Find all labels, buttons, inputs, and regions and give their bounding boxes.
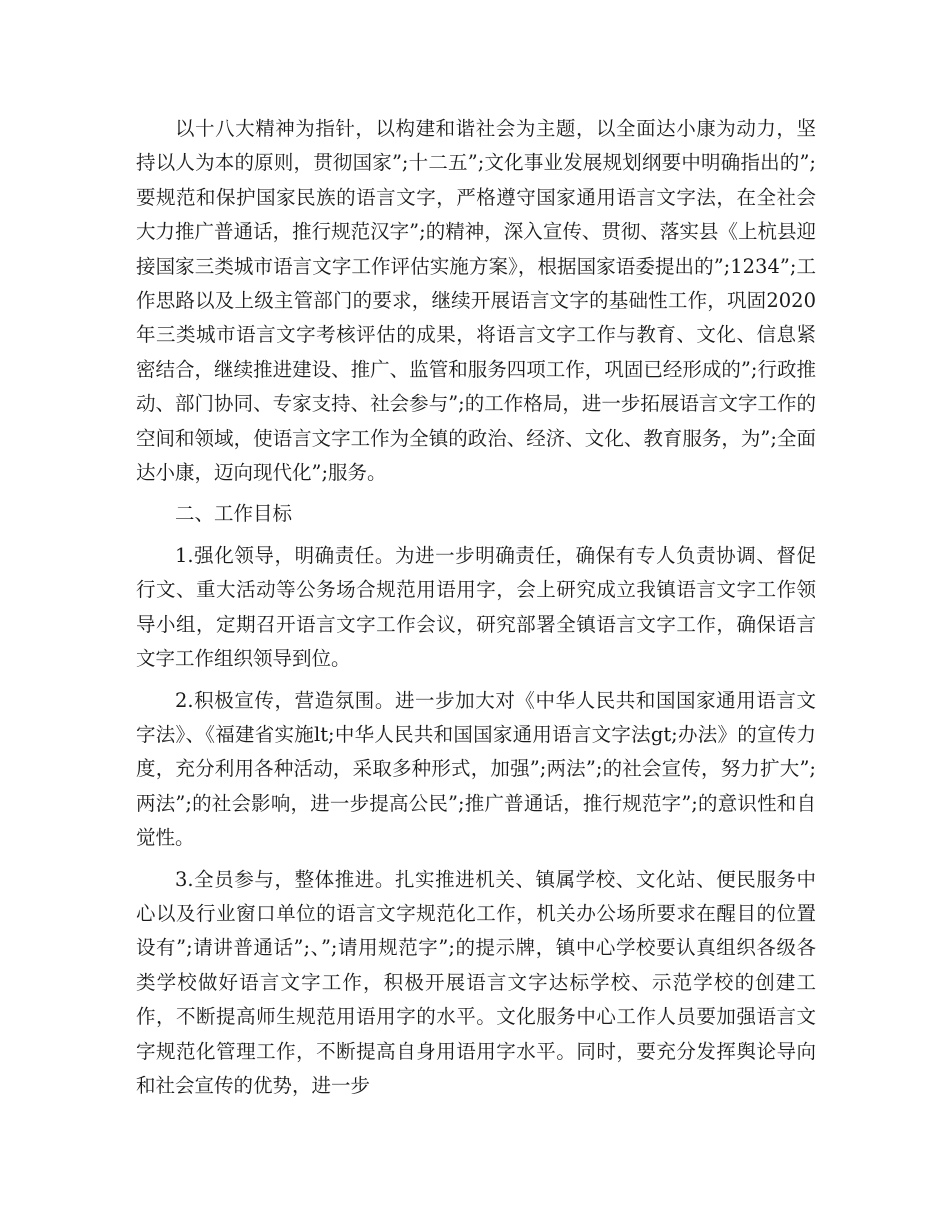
paragraph-goal-3: 3.全员参与，整体推进。扎实推进机关、镇属学校、文化站、便民服务中心以及行业窗口单位的语言文字规范化工作，机关办公场所要求在醒目的位置设有”;请讲普通话”;、”;请用规范字”;的提示牌，镇中心学校要认真组织各级各类学校做好语言文字工作，积极开展语言文字达标学校、示范学校的创建工作，不断提高师生规范用语用字的水平。文化服务中心工作人员要加强语言文字规范化管理工作，不断提高自身用语用字水平。同时，要充分发挥舆论导向和社会宣传的优势，进一步: [136, 867, 816, 1097]
paragraph-guiding-principle: 以十八大精神为指针，以构建和谐社会为主题，以全面达小康为动力，坚持以人为本的原则，贯彻国家”;十二五”;文化事业发展规划纲要中明确指出的”;要规范和保护国家民族的语言文字，严格遵守国家通用语言文字法，在全社会大力推广普通话，推行规范汉字”;的精神，深入宣传、贯彻、落实县《上杭县迎接国家三类城市语言文字工作评估实施方案》，根据国家语委提出的”;1234”;工作思路以及上级主管部门的要求，继续开展语言文字的基础性工作，巩固2020年三类城市语言文字考核评估的成果，将语言文字工作与教育、文化、信息紧密结合，继续推进建设、推广、监管和服务四项工作，巩固已经形成的”;行政推动、部门协同、专家支持、社会参与”;的工作格局，进一步拓展语言文字工作的空间和领域，使语言文字工作为全镇的政治、经济、文化、教育服务，为”;全面达小康，迈向现代化”;服务。: [136, 117, 816, 485]
paragraph-goal-1: 1.强化领导，明确责任。为进一步明确责任，确保有专人负责协调、督促行文、重大活动等公务场合规范用语用字，会上研究成立我镇语言文字工作领导小组，定期召开语言文字工作会议，研究部署全镇语言文字工作，确保语言文字工作组织领导到位。: [136, 543, 816, 671]
paragraph-goal-2: 2.积极宣传，营造氛围。进一步加大对《中华人民共和国国家通用语言文字法》、《福建省实施lt;中华人民共和国国家通用语言文字法gt;办法》的宣传力度，充分利用各种活动，采取多种形式，加强”;两法”;的社会宣传，努力扩大”;两法”;的社会影响，进一步提高公民”;推广普通话，推行规范字”;的意识性和自觉性。: [136, 688, 816, 850]
document-body: [136, 112, 816, 1103]
section-heading-work-goals: 二、工作目标: [175, 502, 293, 526]
